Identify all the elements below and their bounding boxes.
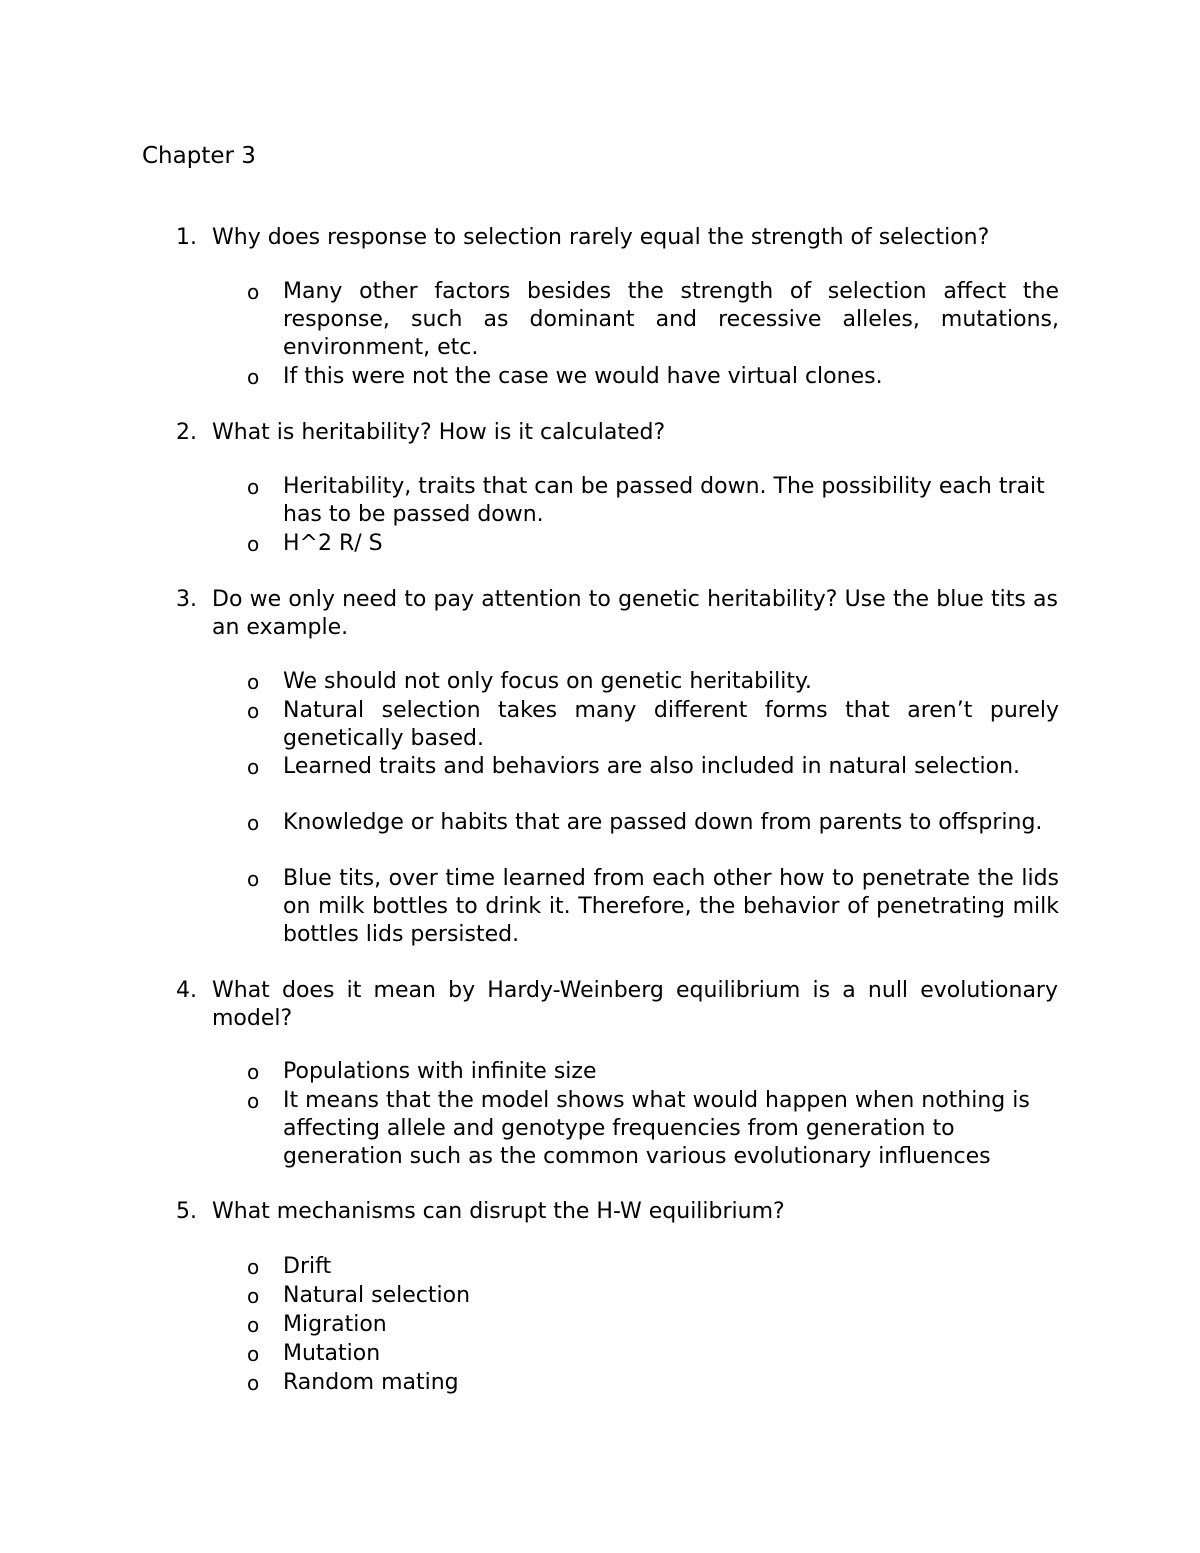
- bullet-marker: o: [247, 1342, 260, 1366]
- bullet-marker: o: [247, 1060, 260, 1084]
- bullet-marker: o: [247, 1284, 260, 1308]
- bullet-marker: o: [247, 867, 260, 891]
- bullet-marker: o: [247, 1371, 260, 1395]
- answer-text: Migration: [283, 1312, 387, 1337]
- bullet-marker: o: [247, 670, 260, 694]
- question-text: Why does response to selection rarely equal the strength of selection?: [212, 225, 990, 250]
- bullet-marker: o: [247, 755, 260, 779]
- answer-text: Natural selection takes many different forms that aren’t purely genetically based.: [283, 698, 1059, 751]
- answer-text: Drift: [283, 1254, 332, 1279]
- question-number: 3.: [176, 587, 197, 612]
- bullet-marker: o: [247, 811, 260, 835]
- answer-text: Many other factors besides the strength of selection affect the response, such as dominant and recessive alleles, mutations, environment, etc.: [283, 279, 1059, 360]
- question-text: What is heritability? How is it calculated?: [212, 420, 666, 445]
- answer-text: It means that the model shows what would happen when nothing is affecting allele and genotype frequencies from generation to generation such as the common various evolutionary influences: [283, 1088, 1030, 1169]
- page-title: Chapter 3: [142, 143, 256, 169]
- question-number: 2.: [176, 420, 197, 445]
- answer-text: H^2 R/ S: [283, 531, 383, 556]
- question-text: What mechanisms can disrupt the H-W equilibrium?: [212, 1199, 785, 1224]
- answer-text: We should not only focus on genetic heritability.: [283, 669, 812, 694]
- question-number: 1.: [176, 225, 197, 250]
- bullet-marker: o: [247, 1089, 260, 1113]
- answer-text: Blue tits, over time learned from each other how to penetrate the lids on milk bottles to drink it. Therefore, the behavior of penetrating milk bottles lids persisted.: [283, 866, 1059, 947]
- answer-text: Populations with infinite size: [283, 1059, 597, 1084]
- bullet-marker: o: [247, 475, 260, 499]
- answer-text: Natural selection: [283, 1283, 471, 1308]
- answer-text: If this were not the case we would have virtual clones.: [283, 364, 883, 389]
- question-number: 4.: [176, 978, 197, 1003]
- answer-text: Knowledge or habits that are passed down from parents to offspring.: [283, 810, 1043, 835]
- bullet-marker: o: [247, 280, 260, 304]
- bullet-marker: o: [247, 1255, 260, 1279]
- answer-text: Learned traits and behaviors are also included in natural selection.: [283, 754, 1021, 779]
- answer-text: Heritability, traits that can be passed down. The possibility each trait has to be passed down.: [283, 474, 1045, 527]
- question-number: 5.: [176, 1199, 197, 1224]
- bullet-marker: o: [247, 532, 260, 556]
- question-text: What does it mean by Hardy-Weinberg equilibrium is a null evolutionary model?: [212, 978, 1058, 1031]
- answer-text: Mutation: [283, 1341, 381, 1366]
- bullet-marker: o: [247, 699, 260, 723]
- answer-text: Random mating: [283, 1370, 459, 1395]
- bullet-marker: o: [247, 365, 260, 389]
- bullet-marker: o: [247, 1313, 260, 1337]
- question-text: Do we only need to pay attention to genetic heritability? Use the blue tits as an example.: [212, 587, 1058, 640]
